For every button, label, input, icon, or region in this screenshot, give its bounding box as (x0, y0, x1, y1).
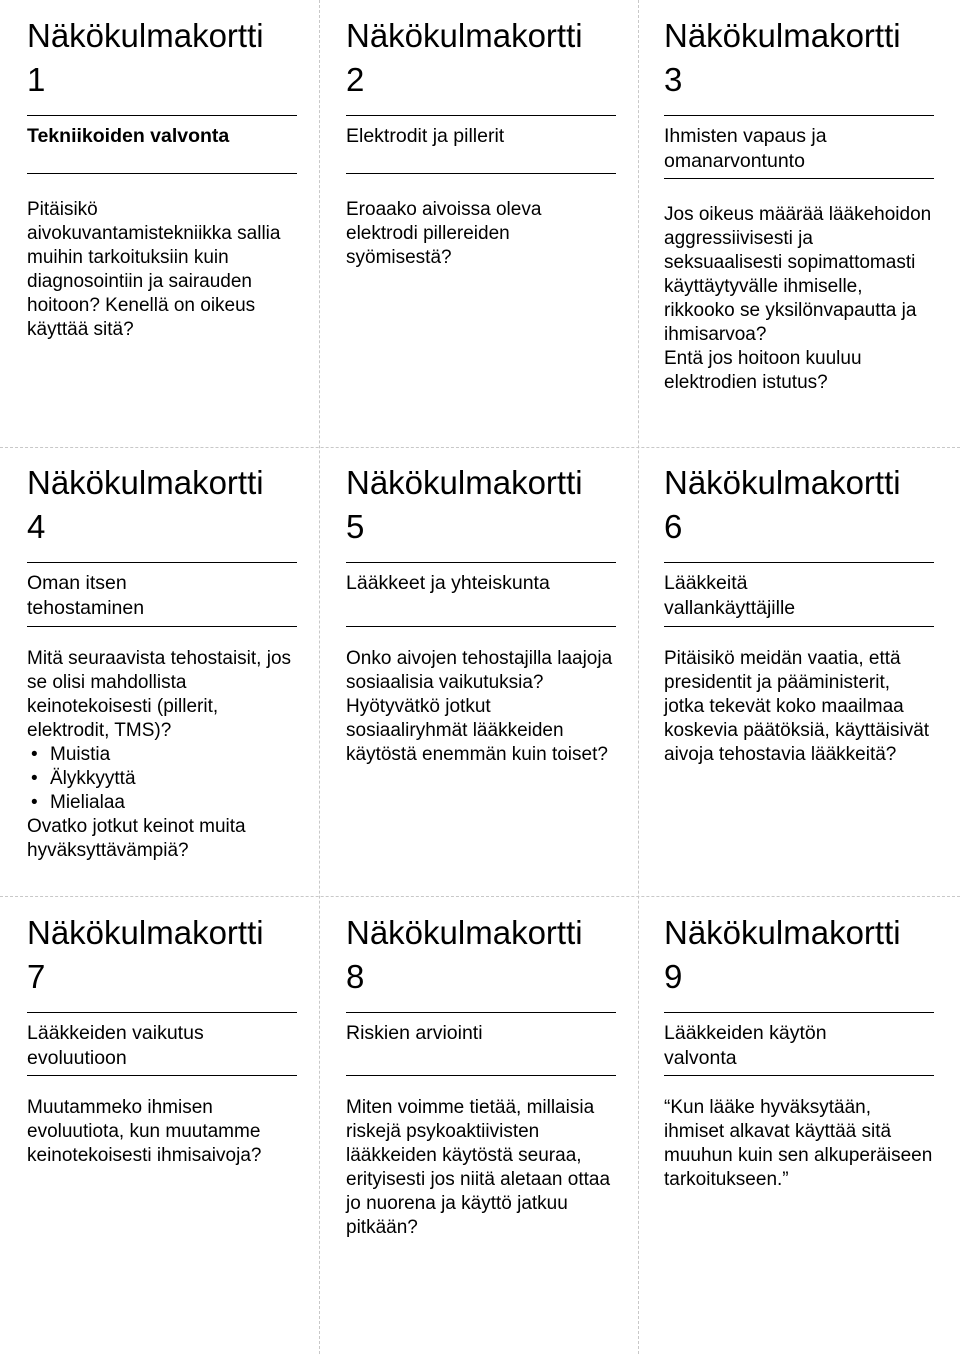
subtitle-rule (664, 626, 934, 627)
card-body (664, 1096, 934, 1192)
card-number: 7 (27, 958, 46, 995)
perspective-card-4 (27, 461, 297, 863)
card-body-extra: Entä jos hoitoon kuuluu elektrodien istutus? (664, 348, 862, 393)
subtitle-rule (27, 1075, 297, 1076)
title-rule (664, 562, 934, 563)
card-title-word: Näkökulmakortti (27, 914, 264, 951)
card-subtitle: Oman itsen tehostaminen (27, 572, 145, 619)
card-subtitle: Lääkkeiden vaikutus evoluutioon (27, 1022, 204, 1069)
card-number: 6 (664, 508, 683, 545)
perspective-card-6 (664, 461, 934, 767)
card-body-after: Ovatko jotkut keinot muita hyväksyttävämpiä? (27, 816, 246, 861)
title-rule (664, 115, 934, 116)
card-body (346, 1096, 616, 1240)
card-subtitle: Lääkkeitä vallankäyttäjille (664, 572, 796, 619)
card-number: 3 (664, 61, 683, 98)
perspective-card-1 (27, 14, 297, 342)
bullet-item: • Mielialaa (27, 791, 297, 815)
card-subtitle: Lääkkeet ja yhteiskunta (346, 572, 550, 594)
subtitle-rule (664, 1075, 934, 1076)
card-number: 8 (346, 958, 365, 995)
card-subtitle: Ihmisten vapaus ja omanarvontunto (664, 125, 827, 172)
card-title-word: Näkökulmakortti (664, 464, 901, 501)
card-number: 1 (27, 61, 46, 98)
card-subtitle: Riskien arviointi (346, 1022, 483, 1044)
subtitle-rule (664, 178, 934, 179)
bullet-item: • Muistia (27, 743, 297, 767)
card-subtitle: Tekniikoiden valvonta (27, 125, 230, 147)
title-rule (27, 115, 297, 116)
card-title (346, 14, 616, 102)
card-title (346, 911, 616, 999)
card-body (346, 647, 616, 767)
perspective-card-3 (664, 14, 934, 395)
card-title (27, 461, 297, 549)
title-rule (664, 1012, 934, 1013)
card-body-text: Mitä seuraavista tehostaisit, jos se olisi mahdollista keinotekoisesti (pillerit, elektrodit, TMS)? (27, 648, 292, 741)
card-body-text: Jos oikeus määrää lääkehoidon aggressiivisesti ja seksuaalisesti sopimattomasti käyttäytyvälle ihmiselle, rikkooko se yksilönvapautta ja ihmisarvoa? (664, 204, 932, 345)
card-body (664, 203, 934, 395)
card-title (664, 911, 934, 999)
card-number: 5 (346, 508, 365, 545)
card-number: 4 (27, 508, 46, 545)
title-rule (346, 1012, 616, 1013)
perspective-card-8 (346, 911, 616, 1240)
card-number: 9 (664, 958, 683, 995)
card-title (27, 911, 297, 999)
card-body-text: “Kun lääke hyväksytään, ihmiset alkavat käyttää sitä muuhun kuin sen alkuperäiseen tarkoitukseen.” (664, 1097, 933, 1190)
card-subtitle: Lääkkeiden käytön valvonta (664, 1022, 827, 1069)
card-title (27, 14, 297, 102)
title-rule (346, 115, 616, 116)
perspective-card-9 (664, 911, 934, 1192)
cut-line-horizontal (0, 447, 960, 448)
card-title-word: Näkökulmakortti (346, 914, 583, 951)
perspective-card-7 (27, 911, 297, 1168)
card-body-text: Pitäisikö aivokuvantamistekniikka sallia muihin tarkoituksiin kuin diagnosointiin ja sairauden hoitoon? Kenellä on oikeus käyttää sitä? (27, 199, 281, 340)
cut-line-vertical (638, 0, 639, 1354)
card-title-word: Näkökulmakortti (346, 17, 583, 54)
card-title-word: Näkökulmakortti (664, 17, 901, 54)
card-body (664, 647, 934, 767)
card-body-text: Miten voimme tietää, millaisia riskejä psykoaktiivisten lääkkeiden käytöstä seuraa, erityisesti jos niitä aletaan ottaa jo nuorena ja käyttö jatkuu pitkään? (346, 1097, 611, 1238)
card-title (664, 14, 934, 102)
subtitle-rule (346, 1075, 616, 1076)
cut-line-horizontal (0, 896, 960, 897)
card-title (346, 461, 616, 549)
subtitle-rule (27, 173, 297, 174)
cut-line-vertical (319, 0, 320, 1354)
card-body (27, 1096, 297, 1168)
subtitle-rule (346, 626, 616, 627)
card-subtitle: Elektrodit ja pillerit (346, 125, 505, 147)
bullet-item: • Älykkyyttä (27, 767, 297, 791)
card-body (346, 198, 616, 270)
title-rule (346, 562, 616, 563)
title-rule (27, 1012, 297, 1013)
subtitle-rule (346, 173, 616, 174)
card-title-word: Näkökulmakortti (27, 464, 264, 501)
card-body-text: Pitäisikö meidän vaatia, että presidentit ja pääministerit, jotka tekevät koko maailmaa koskevia päätöksiä, käyttäisivät aivoja tehostavia lääkkeitä? (664, 648, 930, 765)
card-body (27, 198, 297, 342)
perspective-card-5 (346, 461, 616, 767)
bullet-list (27, 743, 297, 815)
card-title-word: Näkökulmakortti (27, 17, 264, 54)
card-title-word: Näkökulmakortti (346, 464, 583, 501)
title-rule (27, 562, 297, 563)
card-body-text: Muutammeko ihmisen evoluutiota, kun muutamme keinotekoisesti ihmisaivoja? (27, 1097, 262, 1166)
card-title-word: Näkökulmakortti (664, 914, 901, 951)
card-body-text: Eroaako aivoissa oleva elektrodi pillereiden syömisestä? (346, 199, 542, 268)
card-body-text: Onko aivojen tehostajilla laajoja sosiaalisia vaikutuksia? Hyötyvätkö jotkut sosiaaliryhmät lääkkeiden käytöstä enemmän kuin toiset? (346, 648, 613, 765)
card-title (664, 461, 934, 549)
perspective-card-2 (346, 14, 616, 270)
card-number: 2 (346, 61, 365, 98)
subtitle-rule (27, 626, 297, 627)
card-body (27, 647, 297, 863)
